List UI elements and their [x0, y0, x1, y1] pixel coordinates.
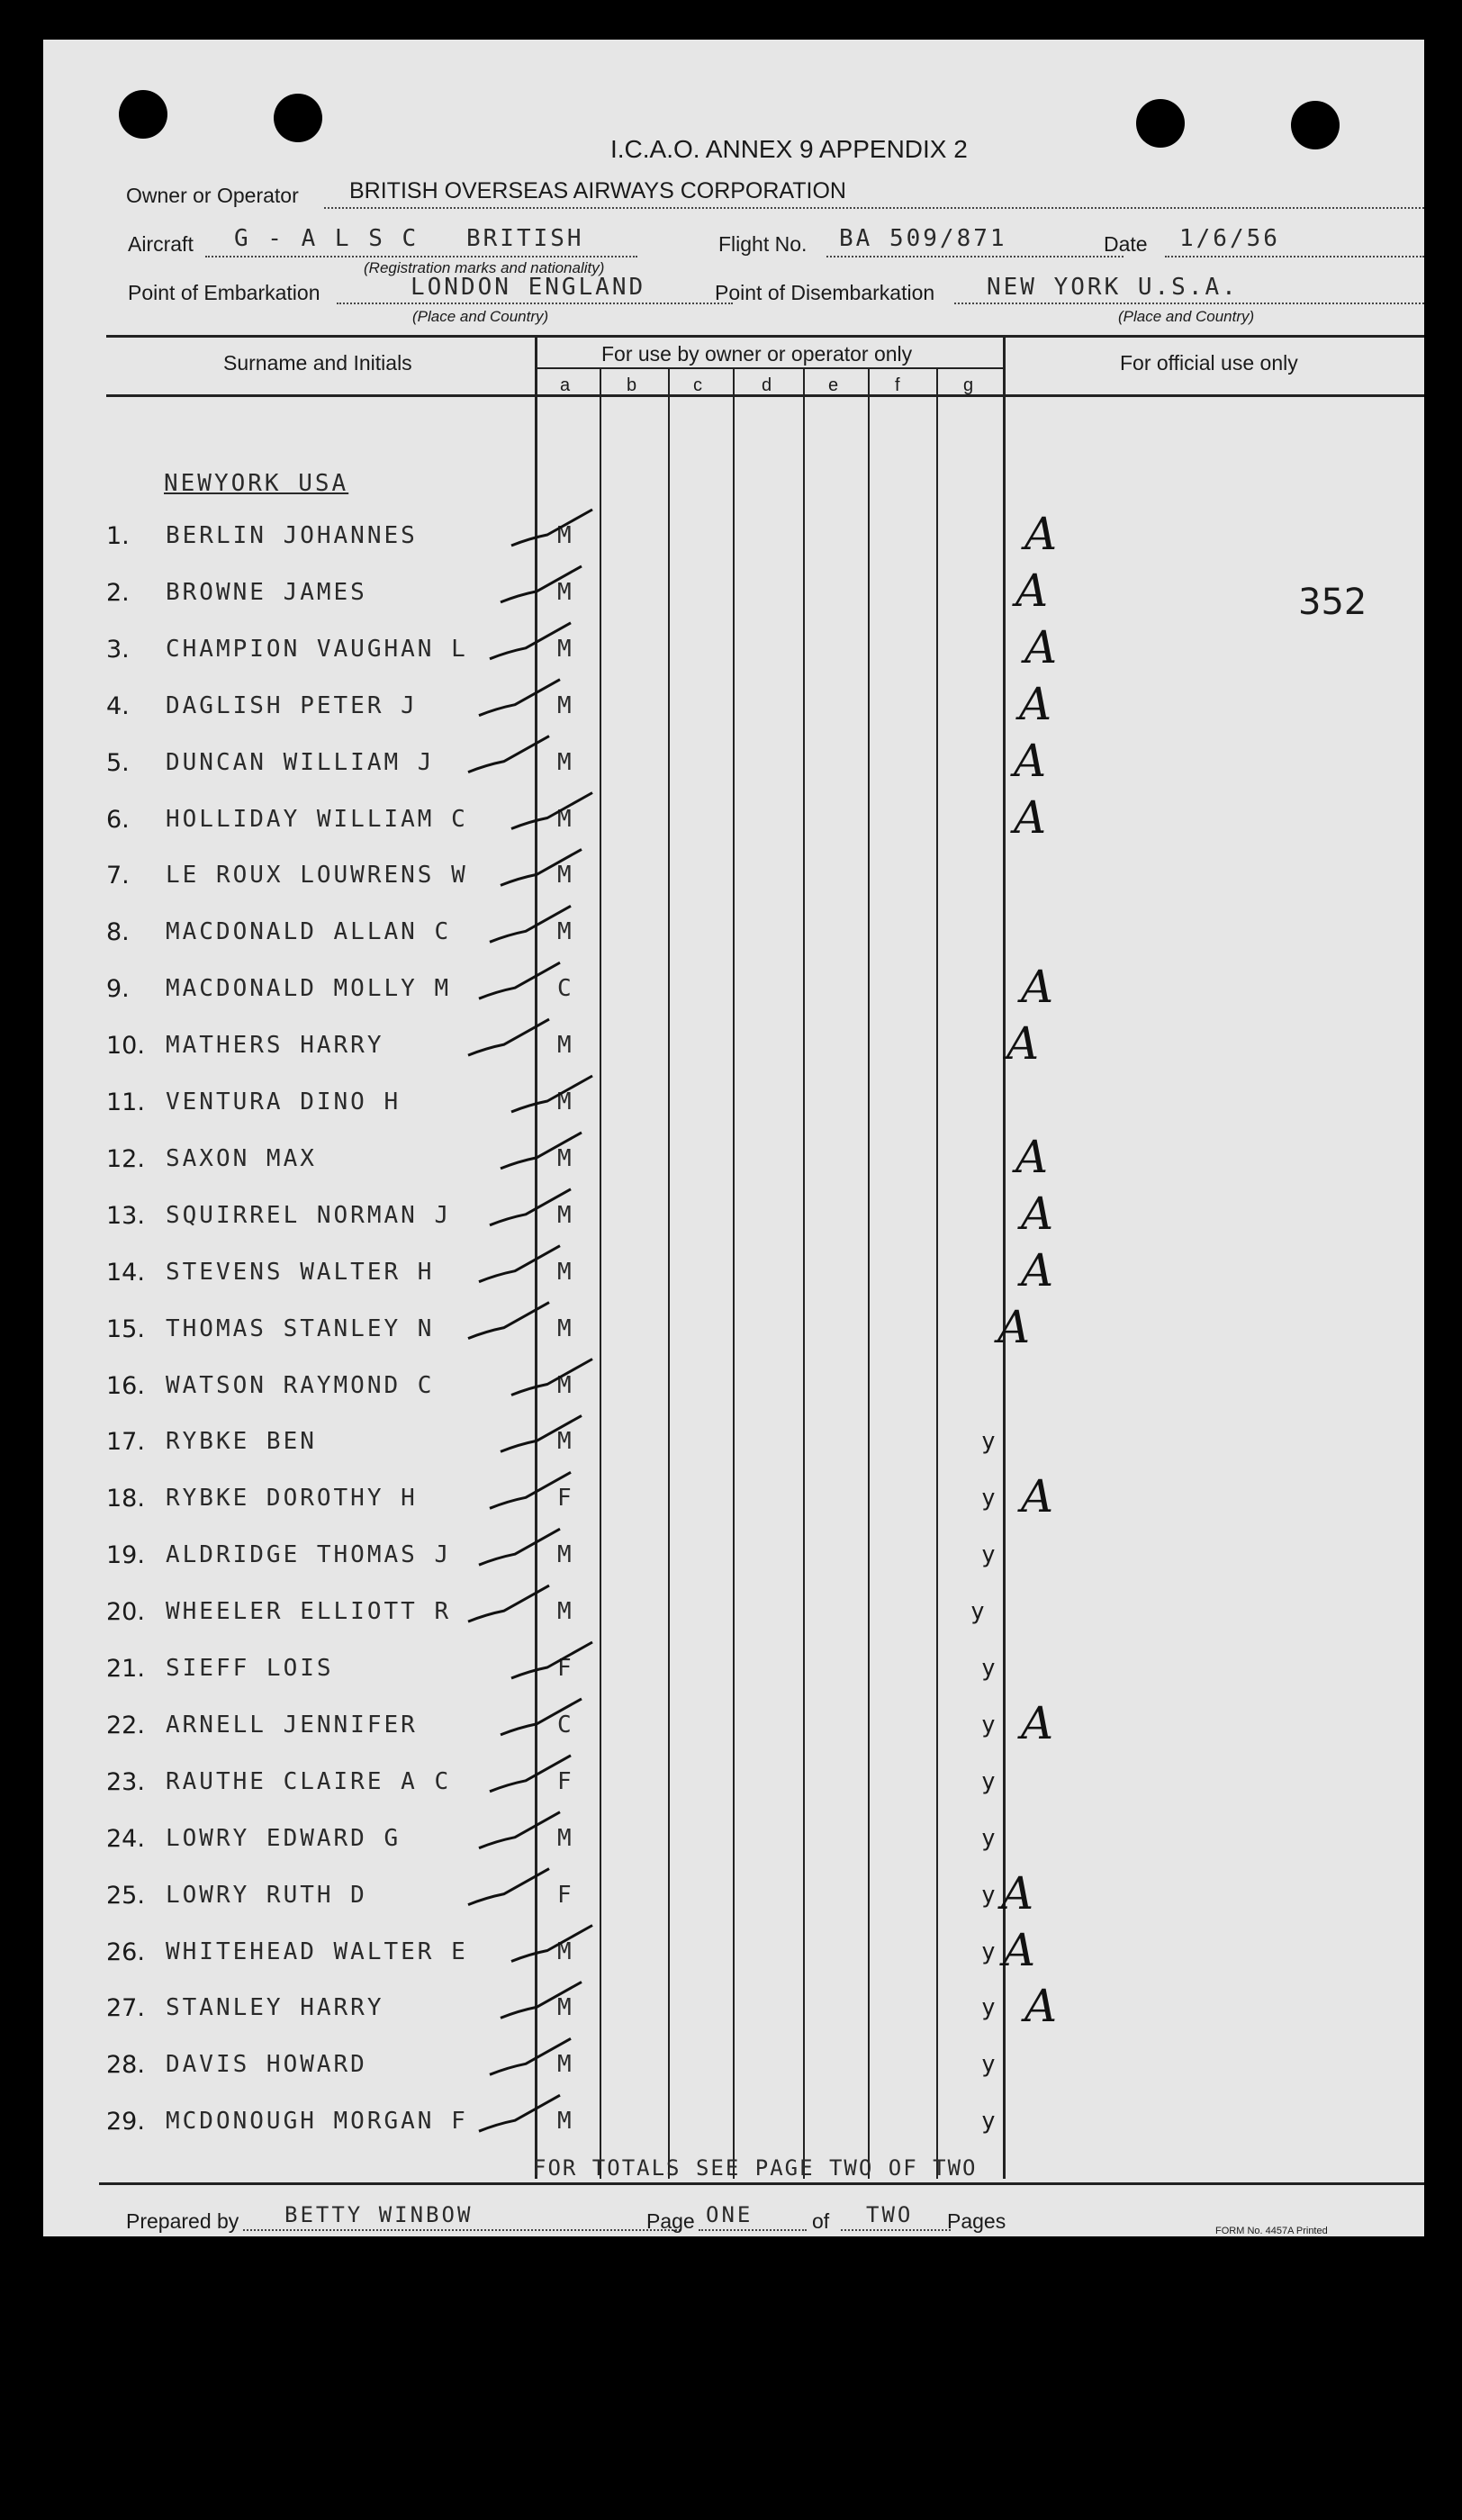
official-mark: A — [1021, 1696, 1054, 1749]
column-g-mark: y — [981, 1824, 996, 1852]
passenger-name: RYBKE BEN — [166, 1428, 317, 1456]
embark-value: LONDON ENGLAND — [411, 274, 646, 301]
passenger-sex: M — [557, 1258, 574, 1286]
form-number: FORM No. 4457A Printed — [1215, 2226, 1328, 2236]
check-mark — [511, 793, 592, 829]
row-number: 17. — [106, 1428, 145, 1457]
passenger-sex: M — [557, 2051, 574, 2079]
column-g-mark: y — [981, 1881, 996, 1909]
passenger-sex: F — [557, 1655, 574, 1682]
official-mark: A — [1024, 620, 1058, 673]
passenger-name: BROWNE JAMES — [166, 578, 367, 606]
row-number: 26. — [106, 1937, 145, 1966]
prepared-value: BETTY WINBOW — [284, 2202, 474, 2227]
row-number: 11. — [106, 1088, 145, 1116]
check-mark — [479, 1246, 560, 1282]
passenger-sex: M — [557, 578, 574, 606]
totals-note: FOR TOTALS SEE PAGE TWO OF TWO — [533, 2155, 978, 2181]
aircraft-nationality: BRITISH — [466, 225, 584, 252]
column-g-mark: y — [981, 1994, 996, 2022]
official-mark: A — [1003, 1923, 1036, 1976]
passenger-sex: M — [557, 691, 574, 719]
check-mark — [501, 1133, 582, 1169]
row-number: 16. — [106, 1371, 145, 1400]
pages-label: Pages — [947, 2209, 1006, 2233]
owner-label: Owner or Operator — [126, 184, 299, 207]
passenger-sex: M — [557, 1032, 574, 1060]
check-mark — [468, 1303, 549, 1339]
check-mark — [511, 1359, 592, 1395]
official-mark: A — [1015, 1130, 1049, 1183]
passenger-sex: M — [557, 635, 574, 663]
check-mark — [479, 680, 560, 716]
row-number: 28. — [106, 2051, 145, 2080]
page-stamp-number: 352 — [1298, 582, 1367, 623]
passenger-sex: M — [557, 862, 574, 890]
official-mark: A — [1001, 1866, 1034, 1919]
passenger-name: STANLEY HARRY — [166, 1994, 384, 2022]
aircraft-note: (Registration marks and nationality) — [364, 259, 605, 276]
disembark-value: NEW YORK U.S.A. — [987, 274, 1239, 301]
page-value: ONE — [706, 2202, 754, 2227]
of-label: of — [812, 2209, 830, 2233]
passenger-name: STEVENS WALTER H — [166, 1258, 435, 1286]
passenger-sex: M — [557, 1144, 574, 1172]
passenger-sex: M — [557, 748, 574, 776]
check-mark — [490, 1189, 571, 1225]
official-mark: A — [1021, 961, 1054, 1014]
row-number: 3. — [106, 635, 130, 664]
prepared-label: Prepared by — [126, 2209, 239, 2233]
flight-value: BA 509/871 — [839, 225, 1007, 252]
col-official-header: For official use only — [1120, 351, 1298, 375]
official-mark: A — [1021, 1243, 1054, 1296]
passenger-sex: M — [557, 2108, 574, 2136]
check-mark — [490, 1756, 571, 1792]
check-mark — [479, 962, 560, 998]
passenger-name: WHEELER ELLIOTT R — [166, 1598, 452, 1626]
column-g-mark: y — [981, 1485, 996, 1513]
passenger-sex: F — [557, 1881, 574, 1909]
row-number: 20. — [106, 1598, 145, 1627]
column-g-mark: y — [981, 1767, 996, 1795]
passenger-sex: M — [557, 1824, 574, 1852]
passenger-sex: M — [557, 1201, 574, 1229]
column-g-mark: y — [970, 1598, 985, 1626]
passenger-name: LOWRY RUTH D — [166, 1881, 367, 1909]
passenger-name: MCDONOUGH MORGAN F — [166, 2108, 468, 2136]
official-mark: A — [1014, 734, 1047, 787]
row-number: 4. — [106, 691, 130, 720]
passenger-name: HOLLIDAY WILLIAM C — [166, 805, 468, 833]
aircraft-label: Aircraft — [128, 232, 194, 256]
passenger-name: ARNELL JENNIFER — [166, 1711, 418, 1739]
column-g-mark: y — [981, 2051, 996, 2079]
passenger-name: BERLIN JOHANNES — [166, 522, 418, 549]
passenger-name: VENTURA DINO H — [166, 1088, 402, 1115]
check-mark — [501, 1415, 582, 1451]
row-number: 14. — [106, 1258, 145, 1287]
destination-heading: NEWYORK USA — [164, 470, 349, 497]
passenger-sex: M — [557, 1428, 574, 1456]
check-mark — [511, 1642, 592, 1678]
check-mark — [468, 1585, 549, 1621]
row-number: 22. — [106, 1711, 145, 1739]
check-mark — [501, 849, 582, 885]
row-number: 1. — [106, 522, 130, 550]
passenger-name: WATSON RAYMOND C — [166, 1371, 435, 1399]
page-label: Page — [646, 2209, 695, 2233]
passenger-name: DAVIS HOWARD — [166, 2051, 367, 2079]
row-number: 9. — [106, 975, 130, 1004]
subcol-header-f: f — [895, 375, 900, 395]
row-number: 27. — [106, 1994, 145, 2023]
check-mark — [468, 736, 549, 772]
manifest-sheet — [43, 40, 1424, 2236]
passenger-sex: M — [557, 1088, 574, 1115]
check-mark — [511, 1076, 592, 1112]
check-mark — [511, 1926, 592, 1962]
check-mark — [479, 1529, 560, 1565]
row-number: 13. — [106, 1201, 145, 1230]
passenger-name: LOWRY EDWARD G — [166, 1824, 402, 1852]
passenger-name: SIEFF LOIS — [166, 1655, 334, 1682]
column-g-mark: y — [981, 1655, 996, 1682]
check-mark — [501, 566, 582, 602]
official-mark: A — [1021, 1470, 1054, 1523]
row-number: 7. — [106, 862, 130, 890]
passenger-name: LE ROUX LOUWRENS W — [166, 862, 468, 890]
check-mark — [490, 623, 571, 659]
passenger-name: DAGLISH PETER J — [166, 691, 418, 719]
row-number: 6. — [106, 805, 130, 834]
passenger-name: SAXON MAX — [166, 1144, 317, 1172]
subcol-header-a: a — [560, 375, 571, 395]
passenger-sex: C — [557, 1711, 574, 1739]
passenger-sex: C — [557, 975, 574, 1003]
passenger-sex: M — [557, 1598, 574, 1626]
col-owner-header: For use by owner or operator only — [601, 342, 913, 366]
passenger-sex: M — [557, 522, 574, 549]
column-g-mark: y — [981, 1428, 996, 1456]
passenger-name: WHITEHEAD WALTER E — [166, 1937, 468, 1965]
row-number: 19. — [106, 1541, 145, 1570]
subcol-header-e: e — [828, 375, 839, 395]
row-number: 23. — [106, 1767, 145, 1796]
official-mark: A — [1024, 1980, 1058, 2033]
passenger-name: THOMAS STANLEY N — [166, 1314, 435, 1342]
row-number: 2. — [106, 578, 130, 607]
official-mark: A — [1015, 564, 1049, 617]
passenger-name: DUNCAN WILLIAM J — [166, 748, 435, 776]
passenger-sex: M — [557, 1371, 574, 1399]
passenger-sex: M — [557, 1541, 574, 1569]
check-mark — [468, 1019, 549, 1055]
row-number: 21. — [106, 1655, 145, 1683]
subcol-header-b: b — [627, 375, 637, 395]
row-number: 18. — [106, 1485, 145, 1513]
subcol-header-g: g — [963, 375, 974, 395]
passenger-sex: M — [557, 805, 574, 833]
official-mark: A — [1006, 1017, 1040, 1070]
row-number: 15. — [106, 1314, 145, 1343]
embark-label: Point of Embarkation — [128, 281, 320, 304]
row-number: 24. — [106, 1824, 145, 1853]
passenger-sex: F — [557, 1485, 574, 1513]
check-mark — [511, 510, 592, 546]
passenger-name: RAUTHE CLAIRE A C — [166, 1767, 452, 1795]
row-number: 12. — [106, 1144, 145, 1173]
disembark-note: (Place and Country) — [1118, 308, 1255, 325]
check-mark — [468, 1869, 549, 1905]
check-mark — [501, 1982, 582, 2018]
check-marks — [43, 40, 1424, 2236]
passenger-name: RYBKE DOROTHY H — [166, 1485, 418, 1513]
of-value: TWO — [866, 2202, 914, 2227]
official-mark: A — [1024, 508, 1058, 560]
check-mark — [501, 1699, 582, 1735]
subcol-header-d: d — [762, 375, 772, 395]
owner-value: BRITISH OVERSEAS AIRWAYS CORPORATION — [349, 178, 846, 203]
passenger-sex: M — [557, 918, 574, 946]
passenger-sex: M — [557, 1994, 574, 2022]
date-value: 1/6/56 — [1179, 225, 1280, 252]
official-mark: A — [1019, 677, 1052, 730]
aircraft-value: G - A L S C — [234, 225, 420, 252]
row-number: 10. — [106, 1032, 145, 1061]
passenger-sex: M — [557, 1937, 574, 1965]
row-number: 25. — [106, 1881, 145, 1910]
passenger-name: MACDONALD ALLAN C — [166, 918, 452, 946]
passenger-sex: M — [557, 1314, 574, 1342]
column-g-mark: y — [981, 2108, 996, 2136]
official-mark: A — [997, 1300, 1031, 1353]
column-g-mark: y — [981, 1541, 996, 1569]
row-number: 5. — [106, 748, 130, 777]
check-mark — [479, 2095, 560, 2131]
passenger-name: SQUIRREL NORMAN J — [166, 1201, 452, 1229]
passenger-name: CHAMPION VAUGHAN L — [166, 635, 468, 663]
flight-label: Flight No. — [718, 232, 808, 256]
col-surname-header: Surname and Initials — [223, 351, 412, 375]
check-mark — [490, 1472, 571, 1508]
passenger-name: MACDONALD MOLLY M — [166, 975, 452, 1003]
passenger-name: MATHERS HARRY — [166, 1032, 384, 1060]
row-number: 8. — [106, 918, 130, 947]
check-mark — [490, 2038, 571, 2074]
embark-note: (Place and Country) — [412, 308, 549, 325]
passenger-name: ALDRIDGE THOMAS J — [166, 1541, 452, 1569]
disembark-label: Point of Disembarkation — [715, 281, 935, 304]
official-mark: A — [1014, 790, 1047, 844]
form-title: I.C.A.O. ANNEX 9 APPENDIX 2 — [610, 135, 968, 163]
check-mark — [479, 1812, 560, 1848]
column-g-mark: y — [981, 1937, 996, 1965]
subcol-header-c: c — [693, 375, 702, 395]
column-g-mark: y — [981, 1711, 996, 1739]
date-label: Date — [1104, 232, 1148, 256]
passenger-sex: F — [557, 1767, 574, 1795]
official-mark: A — [1021, 1187, 1054, 1240]
check-mark — [490, 906, 571, 942]
row-number: 29. — [106, 2108, 145, 2136]
